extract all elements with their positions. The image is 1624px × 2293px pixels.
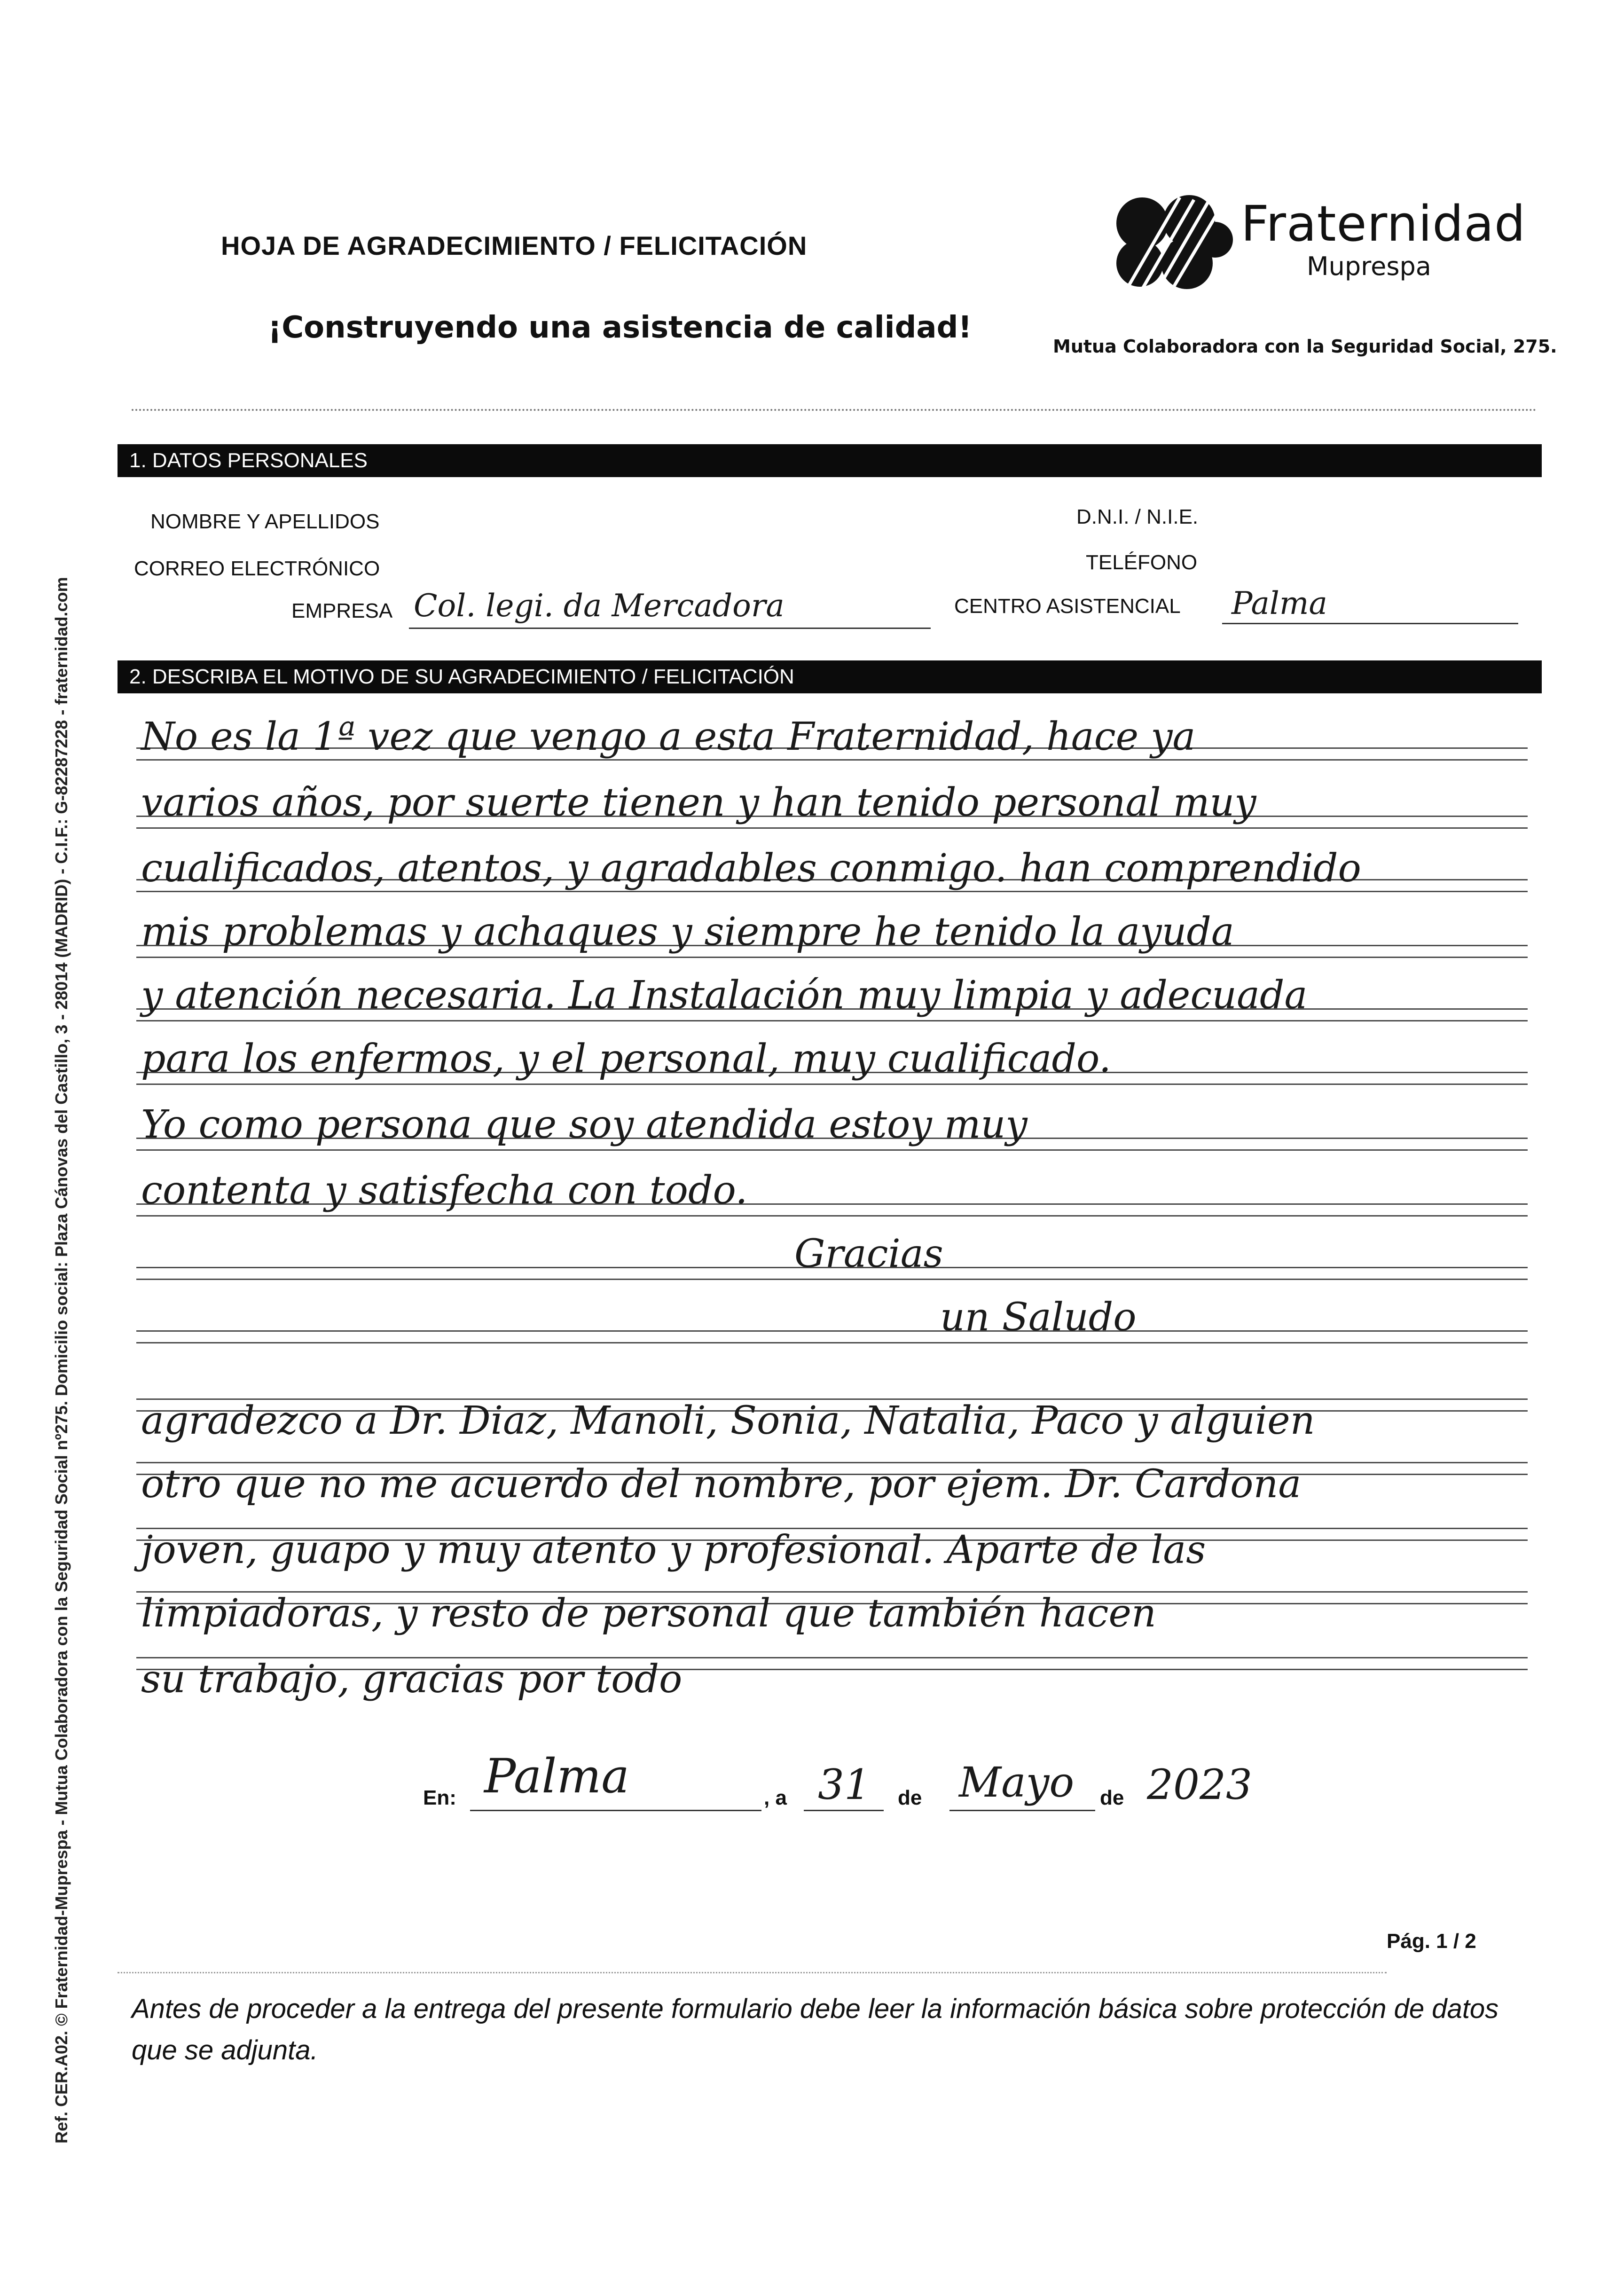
form-title: HOJA DE AGRADECIMIENTO / FELICITACIÓN bbox=[221, 231, 808, 260]
message-line-15: su trabajo, gracias por todo bbox=[141, 1657, 683, 1702]
section-personal-data-heading: 1. DATOS PERSONALES bbox=[118, 444, 1542, 477]
section-reason-heading: 2. DESCRIBA EL MOTIVO DE SU AGRADECIMIENTO / FELICITACIÓN bbox=[118, 660, 1542, 693]
data-protection-note: Antes de proceder a la entrega del presente formulario debe leer la información básica sobre protección de datos que se adjunta. bbox=[132, 1994, 1499, 2065]
correo-label: CORREO ELECTRÓNICO bbox=[134, 557, 380, 580]
nombre-label: NOMBRE Y APELLIDOS bbox=[150, 510, 380, 533]
fraternidad-logo-icon bbox=[1100, 188, 1241, 296]
message-line-10: un Saludo bbox=[940, 1295, 1137, 1340]
empresa-underline bbox=[409, 628, 931, 629]
month-underline bbox=[949, 1810, 1095, 1811]
empresa-label: EMPRESA bbox=[291, 599, 393, 622]
empresa-value: Col. legi. da Mercadora bbox=[414, 588, 785, 624]
dni-label: D.N.I. / N.I.E. bbox=[1076, 505, 1199, 528]
message-line-13: joven, guapo y muy atento y profesional. Aparte de las bbox=[141, 1528, 1206, 1572]
telefono-label: TELÉFONO bbox=[1086, 551, 1198, 574]
message-line-5: y atención necesaria. La Instalación muy limpia y adecuada bbox=[141, 973, 1308, 1018]
message-line-11: agradezco a Dr. Diaz, Manoli, Sonia, Natalia, Paco y alguien bbox=[141, 1398, 1315, 1443]
centro-underline bbox=[1222, 623, 1518, 624]
message-line-14: limpiadoras, y resto de personal que también hacen bbox=[141, 1591, 1156, 1636]
brand-subname: Muprespa bbox=[1307, 251, 1431, 281]
day-underline bbox=[804, 1810, 884, 1811]
message-line-7: Yo como persona que soy atendida estoy muy bbox=[141, 1102, 1028, 1147]
message-line-8: contenta y satisfecha con todo. bbox=[141, 1168, 748, 1213]
a-label: , a bbox=[764, 1786, 787, 1809]
signature-year: 2023 bbox=[1147, 1760, 1252, 1809]
message-line-9: Gracias bbox=[794, 1232, 943, 1276]
message-line-3: cualificados, atentos, y agradables conmigo. han comprendido bbox=[141, 846, 1361, 891]
centro-label: CENTRO ASISTENCIAL bbox=[954, 595, 1181, 618]
message-line-4: mis problemas y achaques y siempre he tenido la ayuda bbox=[141, 910, 1234, 954]
message-line-12: otro que no me acuerdo del nombre, por ejem. Dr. Cardona bbox=[141, 1462, 1302, 1507]
side-legal-text: Ref. CER.A02. © Fraternidad-Muprespa - Mutua Colaboradora con la Seguridad Social nº275. Domicilio social: Plaza Cánovas del Castillo, 3 - 28014 (MADRID) - C.I.F.: G-82287228 - fraternidad.com bbox=[52, 577, 71, 2144]
mutua-text: Mutua Colaboradora con la Seguridad Social, 275. bbox=[1053, 336, 1557, 357]
de1-label: de bbox=[898, 1786, 922, 1809]
form-subtitle: ¡Construyendo una asistencia de calidad! bbox=[268, 310, 972, 345]
message-line-2: varios años, por suerte tienen y han tenido personal muy bbox=[141, 780, 1256, 825]
signature-place: Palma bbox=[484, 1749, 629, 1804]
en-label: En: bbox=[423, 1786, 456, 1809]
message-line-1: No es la 1ª vez que vengo a esta Fraternidad, hace ya bbox=[141, 715, 1196, 759]
brand-name: Fraternidad bbox=[1241, 195, 1526, 252]
message-line-6: para los enfermos, y el personal, muy cualificado. bbox=[141, 1037, 1111, 1081]
footer-divider bbox=[118, 1972, 1387, 1973]
signature-day: 31 bbox=[818, 1760, 871, 1809]
divider bbox=[132, 409, 1537, 411]
page-number: Pág. 1 / 2 bbox=[1387, 1930, 1476, 1953]
centro-value: Palma bbox=[1232, 585, 1327, 621]
place-underline bbox=[470, 1810, 761, 1811]
de2-label: de bbox=[1100, 1786, 1124, 1809]
signature-month: Mayo bbox=[959, 1758, 1075, 1806]
